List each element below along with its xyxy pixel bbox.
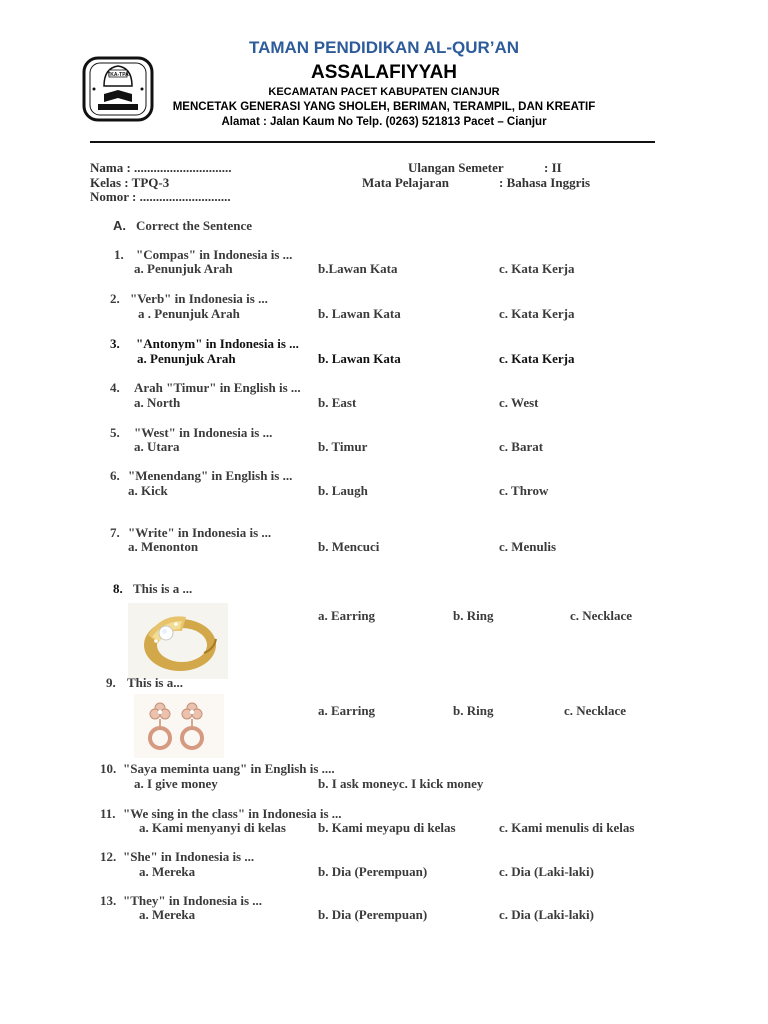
- question-number: 12.: [100, 849, 117, 864]
- option-b: b.Lawan Kata: [318, 261, 398, 276]
- subject-label: Mata Pelajaran: [362, 175, 450, 190]
- option-c: c. West: [499, 395, 539, 410]
- option-a: a. Earring: [318, 703, 376, 718]
- subject-value: : Bahasa Inggris: [499, 175, 591, 190]
- question-number: 13.: [100, 893, 117, 908]
- question-text: "They" in Indonesia is ...: [123, 893, 263, 908]
- school-address: Alamat : Jalan Kaum No Telp. (0263) 521813 Pacet – Cianjur: [221, 116, 547, 128]
- option-a: a. Kami menyanyi di kelas: [139, 820, 286, 835]
- question-number: 9.: [106, 675, 116, 690]
- question-text: "West" in Indonesia is ...: [134, 425, 273, 440]
- section-letter: A.: [113, 218, 126, 233]
- option-c: c. Dia (Laki-laki): [499, 864, 594, 879]
- earrings-image: [134, 694, 224, 758]
- option-b: b. Laugh: [318, 483, 368, 498]
- option-b: b. Mencuci: [318, 539, 380, 554]
- question-number: 6.: [110, 468, 120, 483]
- option-a: a. Mereka: [139, 864, 196, 879]
- option-b: b. Dia (Perempuan): [318, 864, 428, 879]
- question-number: 5.: [110, 425, 120, 440]
- option-c: c. Menulis: [499, 539, 557, 554]
- question-text: "Write" in Indonesia is ...: [128, 525, 272, 540]
- option-a: a. Kick: [128, 483, 168, 498]
- question-number: 7.: [110, 525, 120, 540]
- option-b: b. Lawan Kata: [318, 351, 401, 366]
- question-text: "Compas" in Indonesia is ...: [136, 247, 293, 262]
- question-number: 4.: [110, 380, 120, 395]
- question-number: 11.: [100, 806, 116, 821]
- option-a: a. Menonton: [128, 539, 199, 554]
- option-c: c. Kata Kerja: [499, 261, 575, 276]
- option-a: a. I give money: [134, 776, 218, 791]
- option-c: c. Barat: [499, 439, 544, 454]
- ring-image: [128, 603, 228, 679]
- question-text: "Saya meminta uang" in English is ....: [123, 761, 335, 776]
- school-logo: [82, 56, 154, 122]
- class-field: Kelas : TPQ-3: [90, 175, 170, 190]
- number-field: Nomor : ............................: [90, 189, 231, 204]
- question-text: This is a ...: [133, 581, 193, 596]
- option-c: c. Kata Kerja: [499, 306, 575, 321]
- option-b: b. Dia (Perempuan): [318, 907, 428, 922]
- school-title: TAMAN PENDIDIKAN AL-QUR’AN: [248, 38, 520, 57]
- option-a: a. North: [134, 395, 181, 410]
- option-a: a . Penunjuk Arah: [138, 306, 240, 321]
- option-c: c. Necklace: [570, 608, 633, 623]
- question-text: "Verb" in Indonesia is ...: [130, 291, 268, 306]
- option-a: a. Penunjuk Arah: [134, 261, 233, 276]
- option-b: b. I ask moneyc. I kick money: [318, 776, 484, 791]
- option-c: c. Necklace: [564, 703, 627, 718]
- student-name-field: Nama : ..............................: [90, 160, 232, 175]
- school-name: ASSALAFIYYAH: [310, 62, 458, 83]
- section-title: Correct the Sentence: [136, 218, 252, 233]
- option-b: b. Kami meyapu di kelas: [318, 820, 456, 835]
- option-c: c. Kata Kerja: [499, 351, 575, 366]
- question-text: This is a...: [127, 675, 183, 690]
- option-a: a. Penunjuk Arah: [137, 351, 236, 366]
- option-c: c. Throw: [499, 483, 549, 498]
- option-b: b. Ring: [453, 608, 494, 623]
- option-a: a. Mereka: [139, 907, 196, 922]
- school-district: KECAMATAN PACET KABUPATEN CIANJUR: [268, 86, 500, 98]
- question-text: "She" in Indonesia is ...: [123, 849, 255, 864]
- option-b: b. East: [318, 395, 357, 410]
- question-number: 10.: [100, 761, 117, 776]
- exam-value: : II: [544, 160, 562, 175]
- question-text: "Antonym" in Indonesia is ...: [136, 336, 299, 351]
- option-c: c. Kami menulis di kelas: [499, 820, 635, 835]
- school-motto: MENCETAK GENERASI YANG SHOLEH, BERIMAN, TERAMPIL, DAN KREATIF: [172, 101, 596, 113]
- question-number: 2.: [110, 291, 120, 306]
- option-c: c. Dia (Laki-laki): [499, 907, 594, 922]
- option-a: a. Earring: [318, 608, 376, 623]
- question-text: "We sing in the class" in Indonesia is ...: [123, 806, 342, 821]
- question-text: "Menendang" in English is ...: [128, 468, 293, 483]
- logo-label: TKA-TPA: [107, 72, 129, 78]
- header-divider: [90, 141, 655, 143]
- exam-label: Ulangan Semeter: [408, 160, 504, 175]
- question-number: 8.: [113, 581, 123, 596]
- option-b: b. Lawan Kata: [318, 306, 401, 321]
- option-b: b. Ring: [453, 703, 494, 718]
- question-number: 1.: [114, 247, 124, 262]
- question-number: 3.: [110, 336, 120, 351]
- option-a: a. Utara: [134, 439, 180, 454]
- question-text: Arah "Timur" in English is ...: [134, 380, 301, 395]
- option-b: b. Timur: [318, 439, 368, 454]
